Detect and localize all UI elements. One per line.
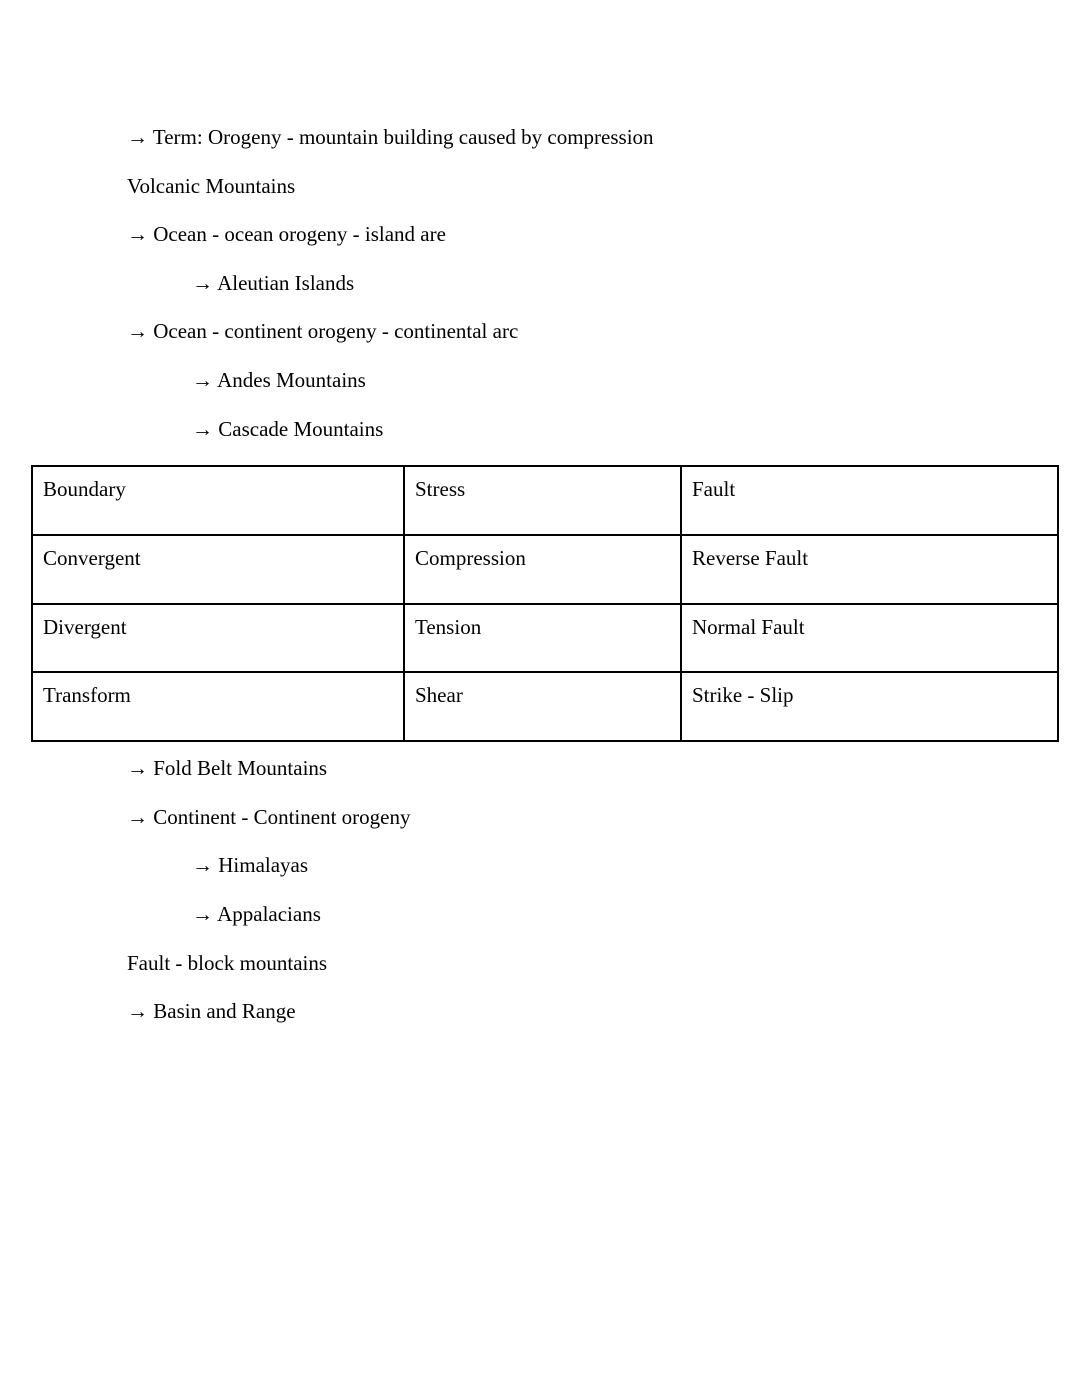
note-line: → Appalacians [192,901,321,926]
note-line: → Ocean - ocean orogeny - island are [127,222,446,247]
table-cell: Normal Fault [681,604,1058,673]
note-line: → Cascade Mountains [192,416,384,441]
note-line: → Continent - Continent orogeny [127,804,411,829]
table-row [32,672,1058,741]
table-row [32,604,1058,673]
note-line: → Term: Orogeny - mountain building caused by compression [127,125,654,149]
note-line: Fault - block mountains [127,950,328,975]
table-header-cell: Boundary [32,466,404,535]
note-line: Volcanic Mountains [127,173,296,198]
note-line: → Himalayas [192,853,309,878]
note-line: → Aleutian Islands [192,270,355,295]
note-line: → Ocean - continent orogeny - continental arc [127,319,519,344]
note-line: → Andes Mountains [192,367,366,392]
note-line: → Basin and Range [127,999,296,1024]
table-cell: Shear [404,672,681,741]
notes-section-bottom [0,742,1080,1036]
table-row [32,535,1058,604]
table-cell: Convergent [32,535,404,604]
table-cell: Reverse Fault [681,535,1058,604]
table-header-cell: Fault [681,466,1058,535]
table-cell: Compression [404,535,681,604]
note-line: → Fold Belt Mountains [127,756,328,781]
table-cell: Transform [32,672,404,741]
table-header-cell: Stress [404,466,681,535]
table-cell: Tension [404,604,681,673]
notes-section-top [0,0,1080,453]
table-cell: Strike - Slip [681,672,1058,741]
table-header-row [32,466,1058,535]
table-cell: Divergent [32,604,404,673]
boundary-stress-fault-table [31,465,1059,742]
